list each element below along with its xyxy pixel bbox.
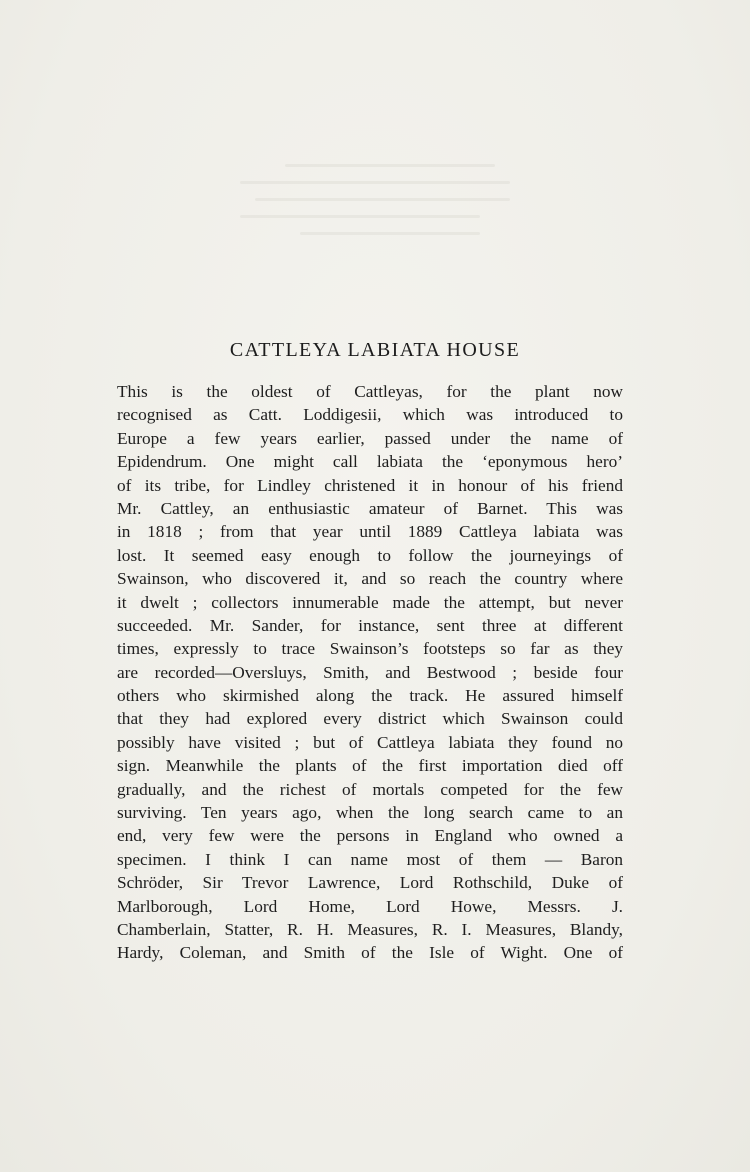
text-line: are recorded—Oversluys, Smith, and Bestwood ; beside four [117,662,623,682]
text-line: Epidendrum. One might call labiata the ‘eponymous hero’ [117,452,623,472]
text-line: that they had explored every district which Swainson could [117,709,623,729]
text-line: Hardy, Coleman, and Smith of the Isle of Wight. One of [117,943,623,963]
text-line: This is the oldest of Cattleyas, for the plant now [117,382,623,401]
text-line: Marlborough, Lord Home, Lord Howe, Messrs. J. [117,896,623,916]
text-line: recognised as Catt. Loddigesii, which was introduced to [117,405,623,425]
text-line: end, very few were the persons in England who owned a [117,826,623,846]
text-line: possibly have visited ; but of Cattleya labiata they found no [117,732,623,752]
text-line: Mr. Cattley, an enthusiastic amateur of Barnet. This was [117,498,623,518]
text-line: sign. Meanwhile the plants of the first importation died off [117,756,623,776]
text-line: others who skirmished along the track. He assured himself [117,686,623,706]
text-line: it dwelt ; collectors innumerable made the attempt, but never [117,592,623,612]
text-line: specimen. I think I can name most of them — Baron [117,849,623,869]
body-paragraph [117,380,623,965]
text-line: Schröder, Sir Trevor Lawrence, Lord Rothschild, Duke of [117,873,623,893]
chapter-heading: CATTLEYA LABIATA HOUSE [229,339,521,361]
text-line: gradually, and the richest of mortals competed for the few [117,779,623,799]
text-line: surviving. Ten years ago, when the long search came to an [117,803,623,823]
text-line: Chamberlain, Statter, R. H. Measures, R. I. Measures, Blandy, [117,919,623,939]
text-line: in 1818 ; from that year until 1889 Cattleya labiata was [117,522,623,542]
text-line: of its tribe, for Lindley christened it in honour of his friend [117,475,623,495]
text-line: Swainson, who discovered it, and so reach the country where [117,569,623,589]
show-through-text [240,150,540,270]
text-line: lost. It seemed easy enough to follow the journeyings of [117,545,623,565]
text-line: succeeded. Mr. Sander, for instance, sent three at different [117,615,623,635]
text-line: Europe a few years earlier, passed under the name of [117,428,623,448]
text-line: times, expressly to trace Swainson’s footsteps so far as they [117,639,623,659]
